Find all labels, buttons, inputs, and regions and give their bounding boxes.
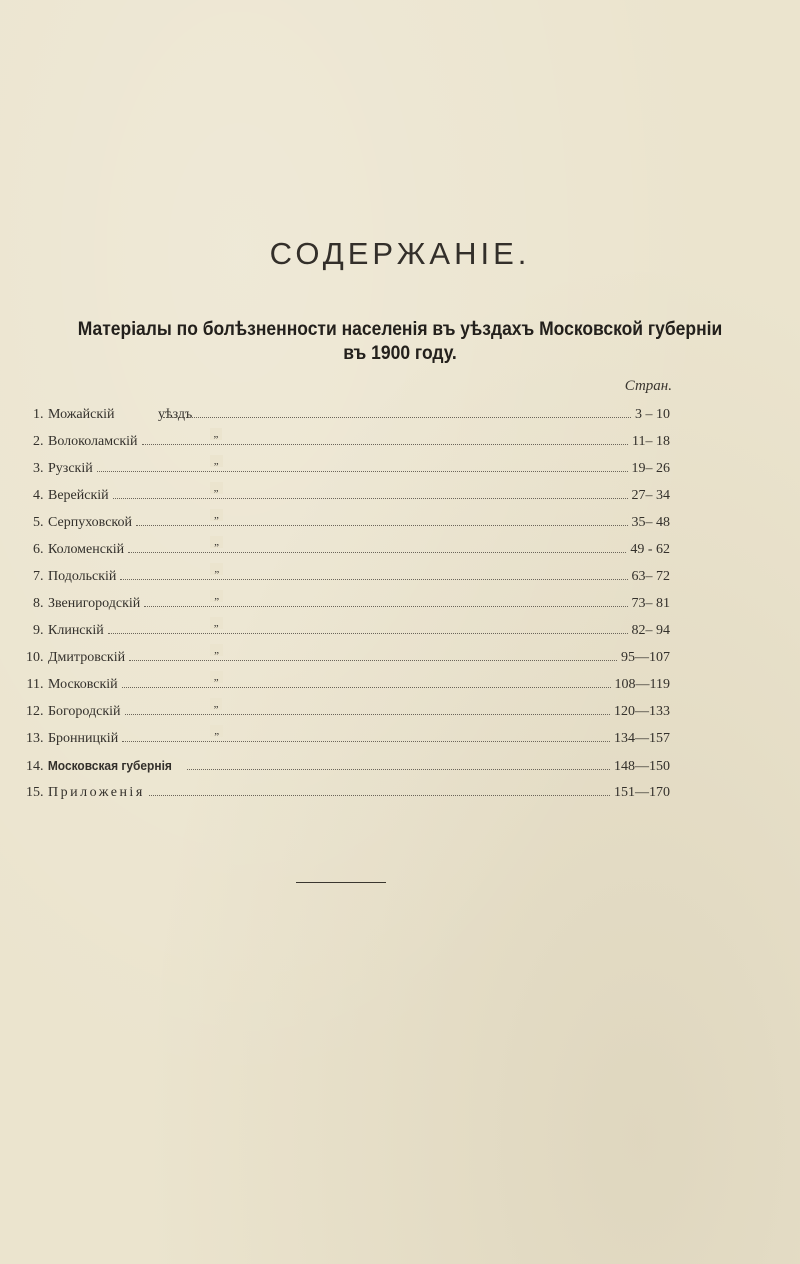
toc-number-dot: . xyxy=(40,704,44,719)
toc-number-dot: . xyxy=(40,677,44,692)
dot-leader xyxy=(129,644,617,661)
subtitle xyxy=(50,318,749,366)
toc-entry-name: Серпуховской xyxy=(48,515,133,530)
toc-number-dot: . xyxy=(40,569,44,584)
toc-number-dot: . xyxy=(40,515,44,530)
pages-column-label: Стран. xyxy=(624,378,672,394)
ditto-mark: „ xyxy=(210,617,223,629)
toc-row xyxy=(20,563,670,596)
page-title: СОДЕРЖАНІЕ. xyxy=(269,236,531,271)
toc-entry-name: Московскій xyxy=(48,677,118,692)
toc-entry-name: Рузскій xyxy=(48,461,93,476)
toc-row xyxy=(20,785,670,812)
toc-number-dot: . xyxy=(40,596,44,611)
toc-entry-name: Клинскій xyxy=(48,623,104,638)
toc-entry-name: Приложенія xyxy=(48,785,145,800)
toc-entry-name: Коломенскій xyxy=(48,542,125,557)
ditto-mark: „ xyxy=(210,671,223,683)
toc-entry-name: Бронницкій xyxy=(48,731,119,746)
toc-row xyxy=(20,758,670,785)
dot-leader xyxy=(163,407,631,418)
toc-number: 6 xyxy=(33,542,40,557)
toc-number-dot: . xyxy=(40,785,44,800)
toc-entry-name: Подольскій xyxy=(48,569,117,584)
dot-leader xyxy=(125,698,610,715)
ditto-mark: „ xyxy=(210,644,223,656)
toc-entry-name: Дмитровскій xyxy=(48,650,126,665)
toc-number-dot: . xyxy=(40,650,44,665)
toc-row xyxy=(20,509,670,542)
toc-row xyxy=(20,671,670,704)
toc-number: 5 xyxy=(33,515,40,530)
toc-number: 13 xyxy=(26,731,40,746)
ditto-mark: „ xyxy=(210,590,223,602)
toc-number: 7 xyxy=(33,569,40,584)
subtitle-line-1: Матеріалы по болѣзненности населенія въ уѣздахъ Московской губерніи xyxy=(77,319,723,340)
toc-entry-name: Звенигородскій xyxy=(48,596,141,611)
toc-entry-suffix: уѣздъ xyxy=(158,407,193,422)
toc-page-range: 134—157 xyxy=(614,731,670,746)
toc-number-dot: . xyxy=(40,623,44,638)
ditto-mark: „ xyxy=(210,509,223,521)
toc-page-range: 49 - 62 xyxy=(630,542,670,557)
toc-entry-name: Верейскій xyxy=(48,488,109,503)
toc-number: 4 xyxy=(33,488,40,503)
ditto-mark: „ xyxy=(210,698,223,710)
subtitle-line-2: въ 1900 году. xyxy=(343,343,457,364)
toc-number: 2 xyxy=(33,434,40,449)
toc-number: 9 xyxy=(33,623,40,638)
toc-entry-name: Волоколамскій xyxy=(48,434,138,449)
toc-page-range: 148—150 xyxy=(614,759,670,774)
dot-leader xyxy=(108,617,628,634)
toc-page-range: 3 – 10 xyxy=(635,407,670,422)
toc-number: 8 xyxy=(33,596,40,611)
closing-rule xyxy=(296,882,386,883)
toc-row xyxy=(20,455,670,488)
toc-row xyxy=(20,725,670,758)
toc-page-range: 120—133 xyxy=(614,704,670,719)
toc-page-range: 108—119 xyxy=(614,677,670,692)
toc-page-range: 82– 94 xyxy=(631,623,670,638)
ditto-mark: „ xyxy=(210,725,223,737)
toc-entry-name: Богородскій xyxy=(48,704,121,719)
toc-number-dot: . xyxy=(40,731,44,746)
toc-row xyxy=(20,407,670,434)
toc-number-dot: . xyxy=(40,461,44,476)
toc-number-dot: . xyxy=(40,407,44,422)
dot-leader xyxy=(149,785,610,796)
toc-entry-name: Можайскій xyxy=(48,407,115,422)
toc-number: 12 xyxy=(26,704,40,719)
dot-leader xyxy=(120,563,627,580)
toc-row xyxy=(20,482,670,515)
toc-number-dot: . xyxy=(40,488,44,503)
toc-row xyxy=(20,617,670,650)
toc-number: 15 xyxy=(26,785,40,800)
dot-leader xyxy=(142,428,629,445)
ditto-mark: „ xyxy=(210,563,223,575)
toc-number: 10 xyxy=(26,650,40,665)
dot-leader xyxy=(97,455,628,472)
dot-leader xyxy=(122,725,610,742)
ditto-mark: „ xyxy=(210,428,223,440)
ditto-mark: „ xyxy=(210,482,223,494)
toc-page-range: 27– 34 xyxy=(631,488,670,503)
toc-page-range: 19– 26 xyxy=(631,461,670,476)
toc-page-range: 151—170 xyxy=(614,785,670,800)
dot-leader xyxy=(187,759,610,770)
toc-page-range: 95—107 xyxy=(621,650,670,665)
toc-row xyxy=(20,644,670,677)
toc-row xyxy=(20,698,670,731)
toc-page-range: 73– 81 xyxy=(631,596,670,611)
toc-number: 11 xyxy=(26,677,40,692)
dot-leader xyxy=(128,536,626,553)
toc-entry-name: Московская губернія xyxy=(47,758,172,773)
toc-row xyxy=(20,428,670,461)
dot-leader xyxy=(136,509,627,526)
toc-number: 1 xyxy=(33,407,40,422)
ditto-mark: „ xyxy=(210,536,223,548)
toc-row xyxy=(20,590,670,623)
ditto-mark: „ xyxy=(210,455,223,467)
toc-number-dot: . xyxy=(40,542,44,557)
toc-page-range: 63– 72 xyxy=(631,569,670,584)
toc-page-range: 11– 18 xyxy=(632,434,670,449)
toc-number-dot: . xyxy=(40,759,44,774)
toc-number-dot: . xyxy=(40,434,44,449)
dot-leader xyxy=(122,671,611,688)
toc-number: 14 xyxy=(26,759,40,774)
dot-leader xyxy=(113,482,628,499)
toc-number: 3 xyxy=(33,461,40,476)
toc-row xyxy=(20,536,670,569)
dot-leader xyxy=(144,590,627,607)
toc-page-range: 35– 48 xyxy=(631,515,670,530)
